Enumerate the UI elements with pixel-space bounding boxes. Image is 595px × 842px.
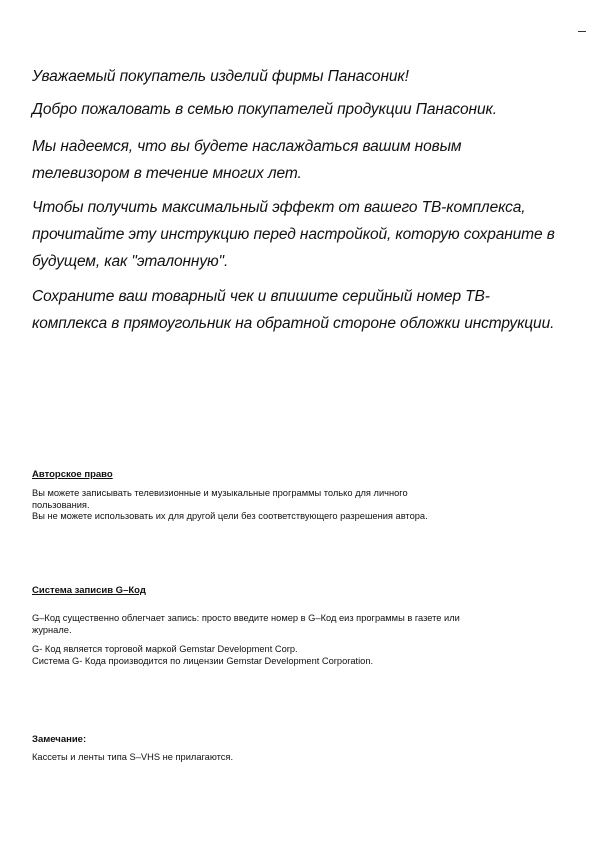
gcode-trademark-notice: G- Код является торговой маркой Gemstar Development Corp. Система G- Кода производится по лицензии Gemstar Development Corporation. — [32, 644, 374, 666]
greeting-hope-paragraph: Мы надеемся, что вы будете наслаждаться вашим новым телевизором в течение многих лет. — [32, 138, 462, 182]
page-corner-mark — [578, 31, 586, 32]
greeting-welcome: Добро пожаловать в семью покупателей продукции Панасоник. — [32, 101, 497, 118]
gcode-description: G–Код существенно облегчает запись: просто введите номер в G–Код еиз программы в газете или журнале. — [32, 613, 460, 635]
copyright-section-body: Вы можете записывать телевизионные и музыкальные программы только для личного пользования. Вы не можете использовать их для другой цели без соответствующего разрешения автора. — [32, 488, 428, 521]
note-section-heading: Замечание: — [32, 734, 87, 745]
gcode-section-heading: Система записив G–Код — [32, 585, 146, 596]
note-section-body: Кассеты и ленты типа S–VHS не прилагаются. — [32, 752, 234, 762]
copyright-section-heading: Авторское право — [32, 469, 113, 480]
greeting-instructions-paragraph: Чтобы получить максимальный эффект от вашего ТВ-комплекса, прочитайте эту инструкцию перед настройкой, которую сохраните в будущем, как "эталонную". — [32, 199, 555, 270]
greeting-salutation: Уважаемый покупатель изделий фирмы Панасоник! — [32, 68, 409, 85]
greeting-receipt-paragraph: Сохраните ваш товарный чек и впишите серийный номер ТВ- комплекса в прямоугольник на обратной стороне обложки инструкции. — [32, 288, 555, 332]
